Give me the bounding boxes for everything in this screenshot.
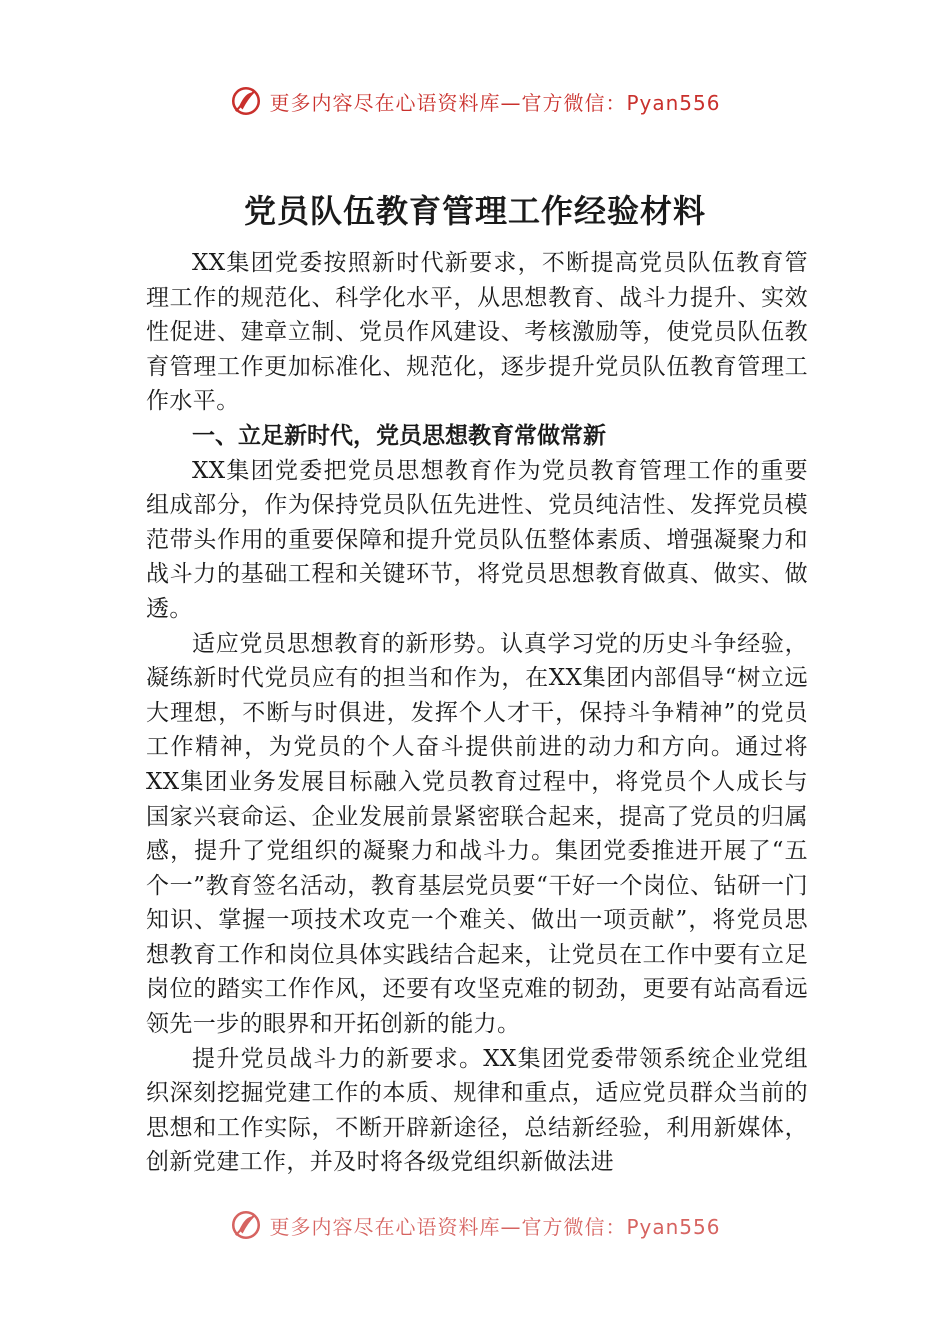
logo-icon	[229, 84, 263, 118]
document-body	[146, 246, 808, 1180]
watermark-header	[0, 84, 950, 118]
paragraph: XX集团党委把党员思想教育作为党员教育管理工作的重要组成部分，作为保持党员队伍先进性、党员纯洁性、发挥党员模范带头作用的重要保障和提升党员队伍整体素质、增强凝聚力和战斗力的基础工程和关键环节，将党员思想教育做真、做实、做透。	[146, 457, 808, 622]
paragraph: 适应党员思想教育的新形势。认真学习党的历史斗争经验，凝练新时代党员应有的担当和作为，在XX集团内部倡导“树立远大理想，不断与时俱进，发挥个人才干，保持斗争精神”的党员工作精神，为党员的个人奋斗提供前进的动力和方向。通过将XX集团业务发展目标融入党员教育过程中，将党员个人成长与国家兴衰命运、企业发展前景紧密联合起来，提高了党员的归属感，提升了党组织的凝聚力和战斗力。集团党委推进开展了“五个一”教育签名活动，教育基层党员要“干好一个岗位、钻研一门知识、掌握一项技术攻克一个难关、做出一项贡献”，将党员思想教育工作和岗位具体实践结合起来，让党员在工作中要有立足岗位的踏实工作作风，还要有攻坚克难的韧劲，更要有站高看远领先一步的眼界和开拓创新的能力。	[146, 630, 808, 1038]
logo-icon	[229, 1208, 263, 1242]
paragraph: 提升党员战斗力的新要求。XX集团党委带领系统企业党组织深刻挖掘党建工作的本质、规律和重点，适应党员群众当前的思想和工作实际，不断开辟新途径，总结新经验，利用新媒体，创新党建工作，并及时将各级党组织新做法进	[146, 1045, 808, 1176]
section-heading: 一、立足新时代，党员思想教育常做常新	[192, 422, 606, 449]
paragraph-intro: XX集团党委按照新时代新要求，不断提高党员队伍教育管理工作的规范化、科学化水平，从思想教育、战斗力提升、实效性促进、建章立制、党员作风建设、考核激励等，使党员队伍教育管理工作更加标准化、规范化，逐步提升党员队伍教育管理工作水平。	[146, 250, 808, 415]
document-title: 党员队伍教育管理工作经验材料	[243, 192, 706, 230]
watermark-text: 更多内容尽在心语资料库—官方微信：Pyan556	[269, 1214, 721, 1239]
watermark-text: 更多内容尽在心语资料库—官方微信：Pyan556	[269, 90, 721, 115]
watermark-footer	[0, 1208, 950, 1242]
